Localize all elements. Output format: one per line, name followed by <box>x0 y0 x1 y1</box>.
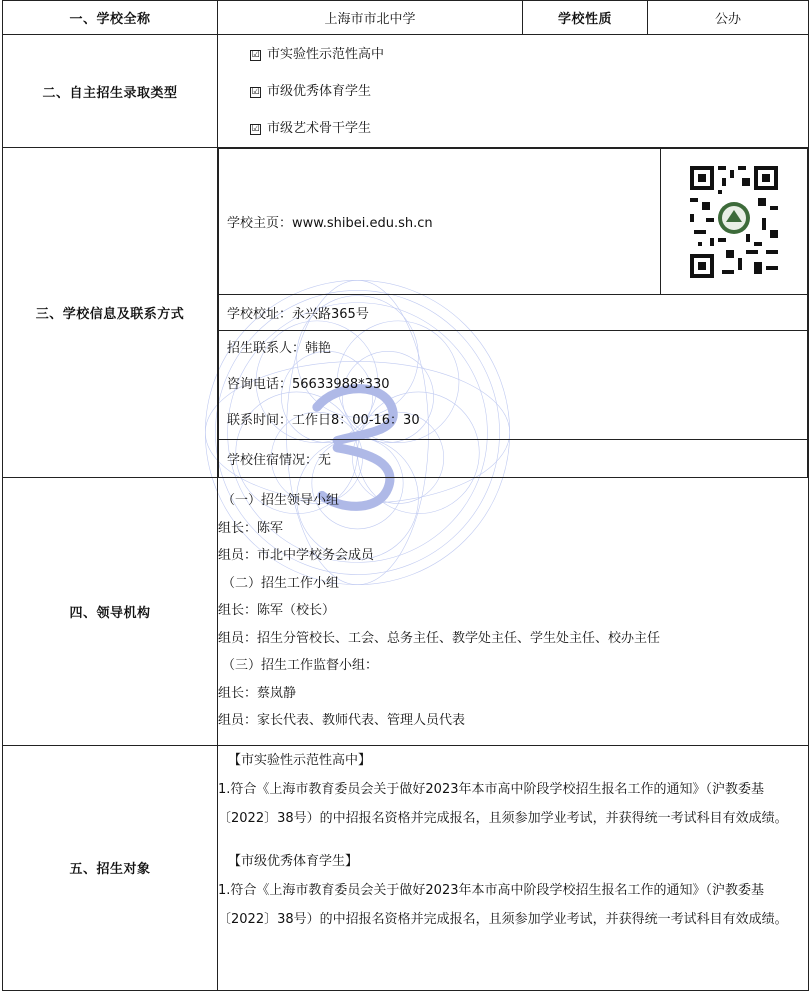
address-cell <box>219 295 808 331</box>
target-section-heading: 【市实验性示范性高中】 <box>228 752 372 768</box>
contact-cell <box>219 331 808 440</box>
phone-text: 咨询电话：56633988*330 <box>227 377 390 392</box>
admission-option-3 <box>218 110 808 147</box>
leadership-label: 四、领导机构 <box>3 477 218 745</box>
target-section-text: 1.符合《上海市教育委员会关于做好2023年本市高中阶段学校招生报名工作的通知》（沪教委基〔2022〕38号）的中招报名资格并完成报名，且须参加学业考试，并获得统一考试科目有效成绩。 <box>218 781 788 826</box>
school-name-value: 上海市市北中学 <box>218 1 523 35</box>
admission-info-table <box>2 0 809 991</box>
org-line: 组员：家长代表、教师代表、管理人员代表 <box>218 713 466 729</box>
admission-option-1 <box>218 36 808 73</box>
admission-type-options <box>218 35 809 148</box>
school-nature-label: 学校性质 <box>523 1 648 35</box>
leadership-content <box>218 477 809 745</box>
spacer <box>218 833 808 847</box>
org-line: 组员：招生分管校长、工会、总务主任、教学处主任、学生处主任、校办主任 <box>218 630 661 646</box>
dorm-text: 学校住宿情况：无 <box>227 452 332 468</box>
checkbox-checked-icon: ☑ <box>251 49 260 60</box>
org-line: 组长：陈军（校长） <box>218 603 336 619</box>
admission-target-label: 五、招生对象 <box>3 745 218 990</box>
address-text: 学校校址：永兴路365号 <box>227 307 369 322</box>
org-line: 组长：陈军 <box>218 520 284 536</box>
school-nature-value: 公办 <box>648 1 809 35</box>
school-name-label: 一、学校全称 <box>3 1 218 35</box>
admission-option-2 <box>218 73 808 110</box>
dorm-cell <box>219 440 808 477</box>
option-label: 市实验性示范性高中 <box>267 46 385 62</box>
admission-type-label: 二、自主招生录取类型 <box>3 35 218 148</box>
org-line: 组长：蔡岚静 <box>218 685 297 701</box>
org-line: （三）招生工作监督小组： <box>222 658 379 674</box>
homepage-text: 学校主页：www.shibei.edu.sh.cn <box>227 216 433 231</box>
target-section-text: 1.符合《上海市教育委员会关于做好2023年本市高中阶段学校招生报名工作的通知》（沪教委基〔2022〕38号）的中招报名资格并完成报名，且须参加学业考试，并获得统一考试科目有效成绩。 <box>218 882 788 927</box>
qr-code-icon[interactable] <box>686 162 782 282</box>
homepage-cell <box>219 149 661 295</box>
school-info-cells <box>218 148 808 477</box>
org-line: （二）招生工作小组 <box>222 575 340 591</box>
office-hours-text: 联系时间：工作日8：00-16：30 <box>227 413 420 428</box>
checkbox-checked-icon: ☑ <box>251 123 260 134</box>
checkbox-checked-icon: ☑ <box>251 86 260 97</box>
org-line: 组员：市北中学校务会成员 <box>218 548 375 564</box>
target-section-heading: 【市级优秀体育学生】 <box>228 853 359 869</box>
contact-person-text: 招生联系人：韩艳 <box>227 341 332 356</box>
option-label: 市级优秀体育学生 <box>267 83 372 99</box>
org-line: （一）招生领导小组 <box>222 493 340 509</box>
admission-target-content <box>218 745 809 990</box>
qr-code-cell <box>661 149 808 295</box>
school-info-label: 三、学校信息及联系方式 <box>3 148 218 478</box>
option-label: 市级艺术骨干学生 <box>267 120 372 136</box>
